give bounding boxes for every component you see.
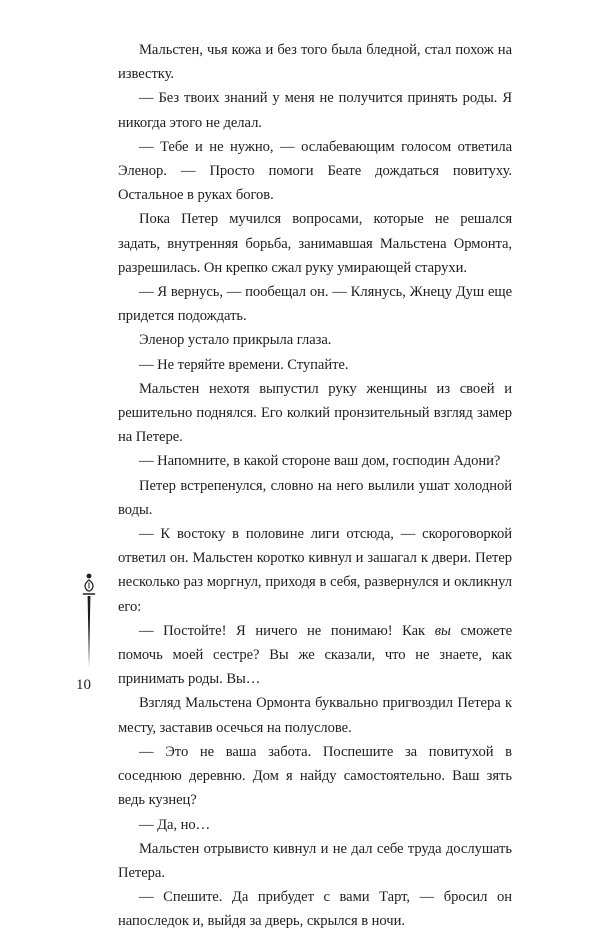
paragraph: Петер встрепенулся, словно на него вылили ушат холодной воды.: [118, 477, 512, 518]
paragraph: Пока Петер мучился вопросами, которые не решался задать, внутренняя борьба, занимавшая Мальстена Ормонта, разрешилась. Он крепко сжал руку умирающей старухи.: [118, 211, 512, 276]
page-body: [118, 38, 512, 934]
paragraph: — Спешите. Да прибудет с вами Тарт, — бросил он напоследок и, выйдя за дверь, скрылся в ночи.: [118, 889, 512, 930]
page-number: 10: [76, 677, 91, 693]
paragraph: Мальстен, чья кожа и без того была бледной, стал похож на известку.: [118, 42, 512, 83]
paragraph: — Да, но…: [139, 816, 211, 833]
paragraph: Мальстен нехотя выпустил руку женщины из своей и решительно поднялся. Его колкий пронзительный взгляд замер на Петере.: [118, 380, 512, 446]
paragraph: — Напомните, в какой стороне ваш дом, господин Адони?: [139, 453, 501, 470]
paragraph: Мальстен отрывисто кивнул и не дал себе труда дослушать Петера.: [118, 840, 512, 881]
paragraph: — Тебе и не нужно, — ослабевающим голосом ответила Эленор. — Просто помоги Беате дождаться повитуху. Остальное в руках богов.: [118, 138, 512, 204]
paragraph: — К востоку в половине лиги отсюда, — скороговоркой ответил он. Мальстен коротко кивнул и зашагал к двери. Петер несколько раз моргнул, приходя в себя, развернулся и окликнул его:: [118, 526, 512, 615]
paragraph: — Не теряйте времени. Ступайте.: [139, 356, 349, 373]
dagger-ornament-icon: [79, 573, 99, 669]
paragraph: — Я вернусь, — пообещал он. — Клянусь, Жнецу Душ еще придется подождать.: [118, 284, 512, 325]
paragraph: Взгляд Мальстена Ормонта буквально пригвоздил Петера к месту, заставив осечься на полуслове.: [118, 695, 512, 736]
paragraph: — Без твоих знаний у меня не получится принять роды. Я никогда этого не делал.: [118, 90, 512, 131]
paragraph-with-emphasis: — Постойте! Я ничего не понимаю! Как вы сможете помочь моей сестре? Вы же сказали, что не знаете, как принимать роды. Вы…: [118, 622, 513, 688]
emphasis-vy: вы: [434, 622, 451, 639]
paragraph: — Это не ваша забота. Поспешите за повитухой в соседнюю деревню. Дом я найду самостоятельно. Ваш зять ведь кузнец?: [118, 743, 512, 809]
paragraph: Эленор устало прикрыла глаза.: [139, 332, 332, 349]
